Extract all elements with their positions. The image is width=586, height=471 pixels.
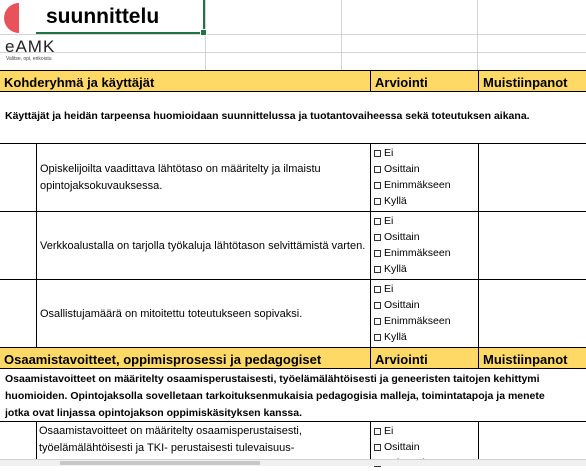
sheet-title: suunnittelu (46, 5, 160, 28)
criterion-text[interactable]: Osaamistavoitteet on määritelty osaamisperustaisesti, työelämälähtöisesti ja TKI- perustaisesti tulevaisuus- (39, 425, 302, 454)
option-osittain[interactable]: Osittain (374, 161, 478, 177)
criterion-text[interactable]: Opiskelijoilta vaadittava lähtötaso on määritelty ja ilmaistu opintojaksokuvauksessa. (40, 163, 321, 192)
checkbox-icon[interactable] (374, 250, 381, 257)
checkbox-icon[interactable] (374, 150, 381, 157)
option-ei[interactable]: Ei (374, 423, 478, 439)
scrollbar-thumb[interactable] (60, 461, 260, 465)
checkbox-icon[interactable] (374, 234, 381, 241)
checkbox-icon[interactable] (374, 302, 381, 309)
notes-cell[interactable] (478, 422, 586, 462)
table-row (0, 211, 586, 279)
section1-rating-header[interactable]: Arviointi (370, 70, 478, 92)
option-osittain[interactable]: Osittain (374, 229, 478, 245)
option-osittain[interactable]: Osittain (374, 297, 478, 313)
checkbox-icon[interactable] (374, 318, 381, 325)
rating-options (370, 280, 478, 348)
option-ei[interactable]: Ei (374, 213, 478, 229)
section2-rating-header[interactable]: Arviointi (370, 347, 478, 369)
checkbox-icon[interactable] (374, 166, 381, 173)
brand-name: eAMK (5, 37, 56, 56)
option-enimmakseen[interactable]: Enimmäkseen (374, 245, 478, 261)
checkbox-icon[interactable] (374, 428, 381, 435)
option-enimmakseen[interactable]: Enimmäkseen (374, 177, 478, 193)
notes-cell[interactable] (478, 212, 586, 280)
rating-options (370, 144, 478, 212)
checkbox-icon[interactable] (374, 334, 381, 341)
criterion-text[interactable]: Osallistujamäärä on mitoitettu toteutukseen sopivaksi. (40, 307, 303, 320)
table-row (0, 279, 586, 347)
option-kylla[interactable]: Kyllä (374, 193, 478, 209)
horizontal-scrollbar[interactable] (0, 459, 586, 466)
section2-notes-header[interactable]: Muistiinpanot (478, 347, 586, 369)
section2-header[interactable]: Osaamistavoitteet, oppimisprosessi ja pedagogiset (0, 347, 370, 369)
option-kylla[interactable]: Kyllä (374, 329, 478, 345)
notes-cell[interactable] (478, 144, 586, 212)
option-enimmakseen[interactable]: Enimmäkseen (374, 313, 478, 329)
notes-cell[interactable] (478, 280, 586, 348)
option-kylla[interactable]: Kyllä (374, 261, 478, 277)
checkbox-icon[interactable] (374, 444, 381, 451)
checkbox-icon[interactable] (374, 286, 381, 293)
checkbox-icon[interactable] (374, 182, 381, 189)
checkbox-icon[interactable] (374, 266, 381, 273)
checkbox-icon[interactable] (374, 198, 381, 205)
section1-notes-header[interactable]: Muistiinpanot (478, 70, 586, 92)
option-ei[interactable]: Ei (374, 281, 478, 297)
checkbox-icon[interactable] (374, 218, 381, 225)
rating-options (370, 422, 478, 462)
option-osittain[interactable]: Osittain (374, 439, 478, 455)
rating-options (370, 212, 478, 280)
criterion-text[interactable]: Verkkoalustalla on tarjolla työkaluja lähtötason selvittämistä varten. (40, 239, 366, 252)
table-row (0, 143, 586, 211)
option-ei[interactable]: Ei (374, 145, 478, 161)
table-row (0, 421, 586, 461)
section1-header[interactable]: Kohderyhmä ja käyttäjät (0, 70, 370, 92)
section1-description[interactable]: Käyttäjät ja heidän tarpeensa huomioidaan suunnittelussa ja tuotantovaiheessa sekä toteutuksen aikana. (5, 110, 530, 122)
section2-description[interactable]: Osaamistavoitteet on määritelty osaamisperustaisesti, työelämälähtöisesti ja geneeristen taitojen kehittymi huomioiden. Opintojaksolla sovelletaan tarkoituksenmukaisia pedagogisia malleja, toimintatapoja ja menete jotka ovat linjassa opintojakson oppimiskäsityksen kanssa. (5, 373, 545, 419)
brand-tagline: Valitse, opi, erikoistu (6, 56, 52, 62)
